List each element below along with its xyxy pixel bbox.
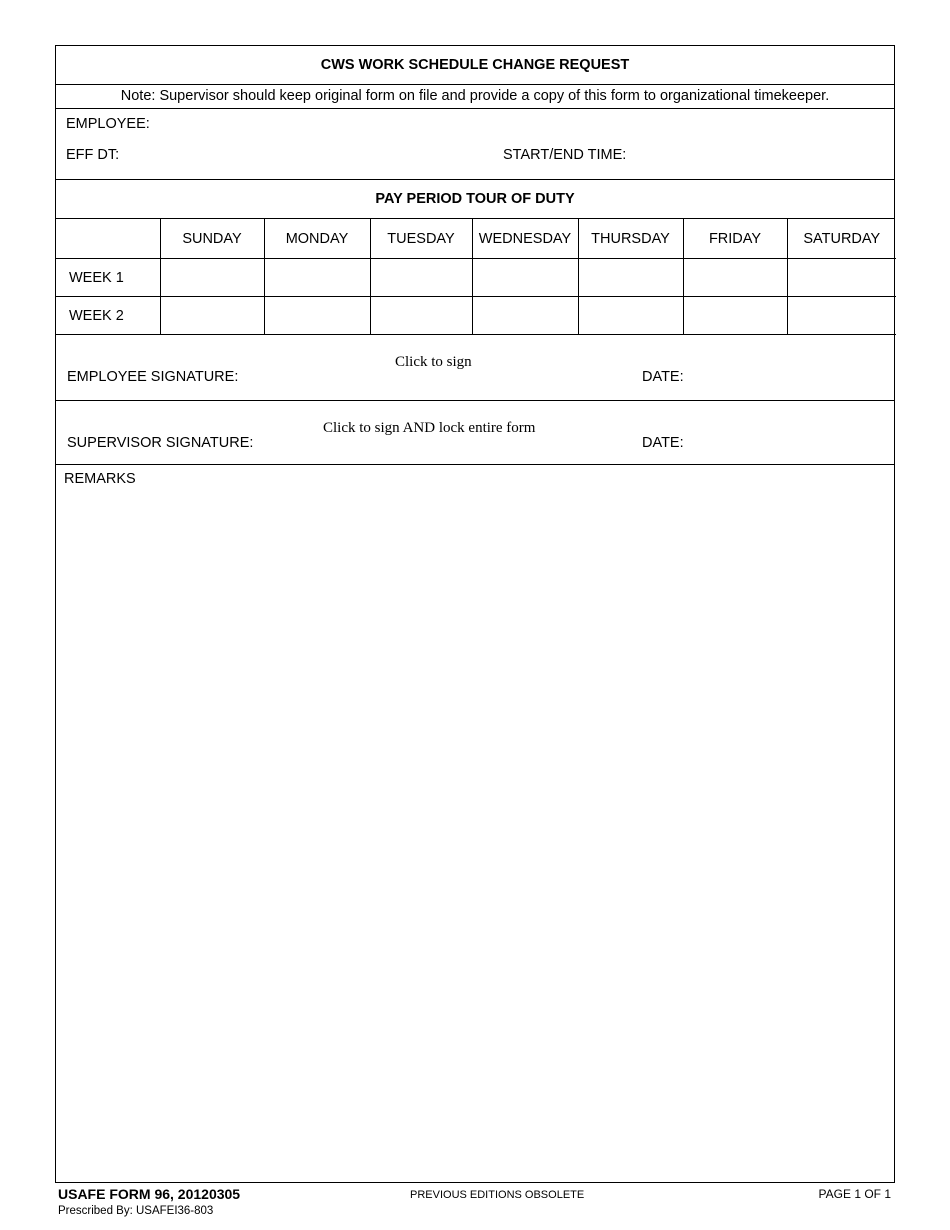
day-header: SATURDAY — [787, 219, 896, 259]
week-label: WEEK 1 — [56, 259, 160, 297]
schedule-cell[interactable] — [787, 297, 896, 335]
tour-of-duty-title: PAY PERIOD TOUR OF DUTY — [56, 180, 894, 219]
day-header-row — [56, 219, 896, 259]
supervisor-date-field[interactable] — [692, 430, 882, 454]
employee-field[interactable] — [166, 113, 866, 135]
eff-dt-field[interactable] — [136, 144, 476, 166]
day-header: SUNDAY — [160, 219, 264, 259]
employee-section — [56, 109, 894, 180]
day-header: WEDNESDAY — [472, 219, 578, 259]
week-label: WEEK 2 — [56, 297, 160, 335]
employee-date-label: DATE: — [642, 369, 684, 385]
eff-dt-label: EFF DT: — [66, 147, 120, 163]
day-header: FRIDAY — [683, 219, 787, 259]
employee-signature-label: EMPLOYEE SIGNATURE: — [67, 369, 239, 385]
day-header: THURSDAY — [578, 219, 683, 259]
remarks-label: REMARKS — [64, 471, 136, 487]
schedule-cell[interactable] — [578, 259, 683, 297]
editions-notice: PREVIOUS EDITIONS OBSOLETE — [410, 1189, 585, 1201]
remarks-section — [56, 465, 894, 1182]
schedule-cell[interactable] — [472, 259, 578, 297]
schedule-cell[interactable] — [683, 259, 787, 297]
employee-label: EMPLOYEE: — [66, 116, 150, 132]
supervisor-signature-label: SUPERVISOR SIGNATURE: — [67, 435, 254, 451]
week-row — [56, 259, 896, 297]
corner-cell — [56, 219, 160, 259]
form-id: USAFE FORM 96, 20120305 — [58, 1186, 241, 1202]
form-note: Note: Supervisor should keep original form on file and provide a copy of this form to organizational timekeeper. — [56, 85, 894, 109]
day-header: MONDAY — [264, 219, 370, 259]
schedule-cell[interactable] — [472, 297, 578, 335]
week-row — [56, 297, 896, 335]
schedule-cell[interactable] — [370, 259, 472, 297]
supervisor-signature-section — [56, 401, 894, 465]
schedule-cell[interactable] — [370, 297, 472, 335]
employee-signature-section — [56, 334, 894, 401]
schedule-cell[interactable] — [160, 297, 264, 335]
schedule-cell[interactable] — [578, 297, 683, 335]
page-number: PAGE 1 OF 1 — [818, 1187, 891, 1201]
schedule-cell[interactable] — [787, 259, 896, 297]
supervisor-date-label: DATE: — [642, 435, 684, 451]
schedule-cell[interactable] — [264, 297, 370, 335]
schedule-cell[interactable] — [264, 259, 370, 297]
day-header: TUESDAY — [370, 219, 472, 259]
tour-of-duty-table — [56, 219, 896, 335]
schedule-cell[interactable] — [160, 259, 264, 297]
form-frame — [55, 45, 895, 1183]
prescribed-by: Prescribed By: USAFEI36-803 — [58, 1205, 214, 1217]
start-end-time-field[interactable] — [641, 144, 881, 166]
start-end-time-label: START/END TIME: — [503, 147, 627, 163]
employee-date-field[interactable] — [692, 364, 882, 388]
employee-sign-button[interactable]: Click to sign — [395, 354, 472, 370]
form-title: CWS WORK SCHEDULE CHANGE REQUEST — [56, 46, 894, 85]
remarks-field[interactable] — [60, 491, 890, 1178]
schedule-cell[interactable] — [683, 297, 787, 335]
supervisor-sign-button[interactable]: Click to sign AND lock entire form — [323, 420, 536, 436]
